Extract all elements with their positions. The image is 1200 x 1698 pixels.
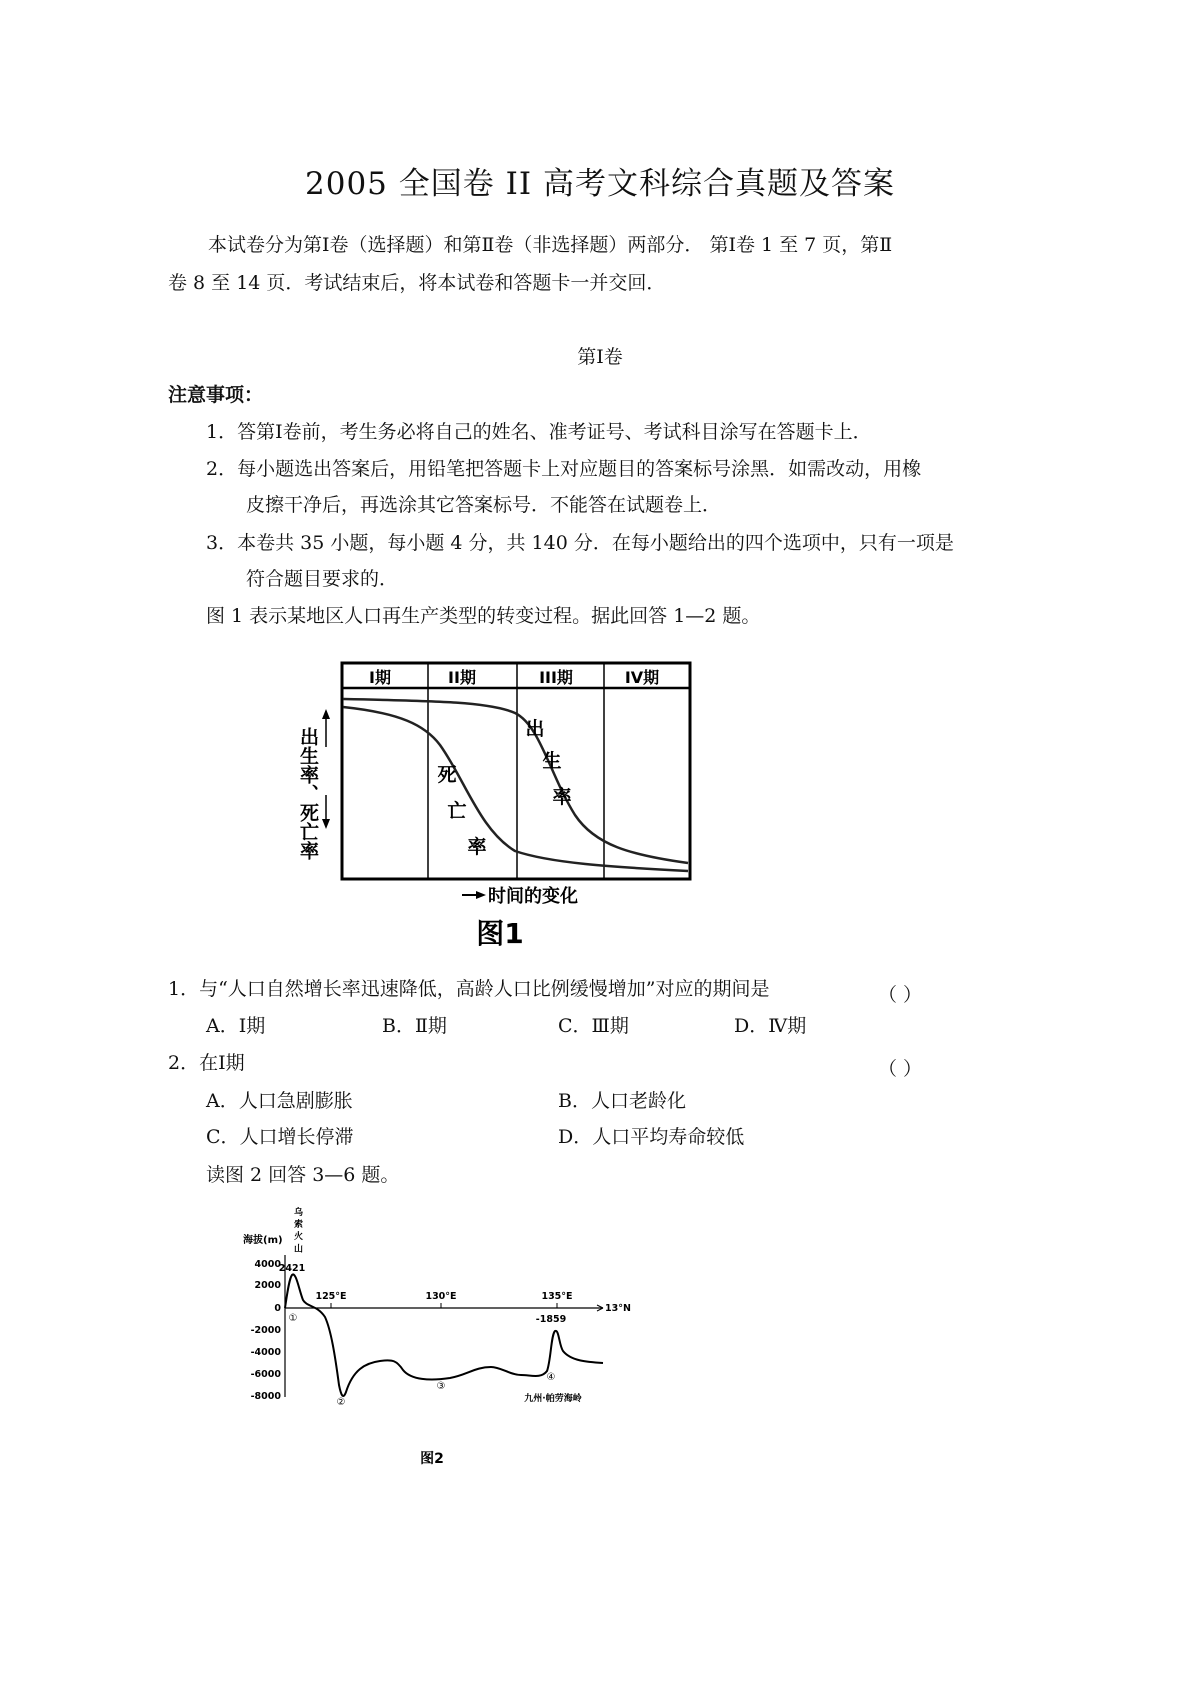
figure1-birth-label-3: 率 <box>552 786 572 808</box>
figure1-birth-label-2: 生 <box>542 750 562 772</box>
figure1-death-rate-curve <box>343 707 688 871</box>
figure1-death-label-2: 亡 <box>447 800 467 822</box>
section-heading: 第Ⅰ卷 <box>577 346 623 368</box>
question-2-option-c: C．人口增长停滞 <box>206 1126 354 1148</box>
figure2-peak-1859: -1859 <box>535 1314 567 1325</box>
figure2-ytick-label: -4000 <box>250 1347 281 1358</box>
question-2-option-a: A．人口急剧膨胀 <box>206 1090 353 1112</box>
figure1-caption: 图1 <box>476 917 524 950</box>
figure2-xtick-label: 125°E <box>315 1291 347 1302</box>
figure2-peak-2421: 2421 <box>278 1263 306 1274</box>
figure1-birth-rate-curve <box>343 699 688 863</box>
figure1-y-arrow-down-head <box>322 819 330 829</box>
figure1-period-2: II期 <box>448 668 476 687</box>
question-2-option-d: D．人口平均寿命较低 <box>558 1126 745 1148</box>
figure2-marker-4: ④ <box>546 1372 556 1383</box>
figure1-period-1: I期 <box>369 668 391 687</box>
figure2-marker-1: ① <box>288 1313 298 1324</box>
figure2-caption: 图2 <box>420 1451 444 1467</box>
note-item-2b: 皮擦干净后，再选涂其它答案标号．不能答在试题卷上． <box>246 494 722 516</box>
figure2-ytick-label: -2000 <box>250 1325 281 1336</box>
question-2-answer-paren: （ ） <box>878 1058 923 1080</box>
figure1-period-3: III期 <box>539 668 573 687</box>
figure2-ytick-label: 0 <box>274 1303 281 1314</box>
intro-line-1: 本试卷分为第Ⅰ卷（选择题）和第Ⅱ卷（非选择题）两部分． 第Ⅰ卷 1 至 7 页，第Ⅱ <box>208 234 893 256</box>
figure2-volcano-label: 乌 索 火 山 <box>292 1207 302 1253</box>
question-2-option-b: B．人口老龄化 <box>558 1090 686 1112</box>
note-item-3a: 3．本卷共 35 小题，每小题 4 分，共 140 分．在每小题给出的四个选项中，只有一项是 <box>206 532 954 554</box>
figure1-birth-label-1: 出 <box>525 718 545 740</box>
figure1-death-label-3: 率 <box>467 836 487 858</box>
question-2-text: 2．在Ⅰ期 <box>168 1052 245 1074</box>
page-title: 2005 全国卷 II 高考文科综合真题及答案 <box>305 166 895 202</box>
figure2-strait-label: 九州·帕劳海岭 <box>524 1394 582 1404</box>
figure2-intro: 读图 2 回答 3—6 题。 <box>206 1164 400 1186</box>
figure1-x-axis-label: 时间的变化 <box>488 886 578 907</box>
figure1-y-arrow-up-head <box>322 709 330 719</box>
figure1-birth-death-chart <box>290 655 710 955</box>
figure2-marker-2: ② <box>336 1397 346 1408</box>
question-1-option-a: A．Ⅰ期 <box>206 1015 266 1037</box>
figure1-frame <box>342 663 690 879</box>
question-1-answer-paren: （ ） <box>878 984 923 1006</box>
figure1-intro: 图 1 表示某地区人口再生产类型的转变过程。据此回答 1—2 题。 <box>206 605 761 627</box>
question-1-text: 1．与“人口自然增长率迅速降低，高龄人口比例缓慢增加”对应的期间是 <box>168 978 770 1000</box>
figure2-xtick-label: 130°E <box>425 1291 457 1302</box>
figure1-y-axis-label: 出生率、死亡率 <box>297 727 319 860</box>
notes-heading: 注意事项： <box>168 384 264 406</box>
figure2-elevation-profile <box>235 1195 635 1495</box>
figure2-marker-3: ③ <box>436 1381 446 1392</box>
note-item-2a: 2．每小题选出答案后，用铅笔把答题卡上对应题目的答案标号涂黑．如需改动，用橡 <box>206 458 922 480</box>
figure2-y-label: 海拔(m) <box>243 1235 283 1246</box>
figure2-ytick-label: 4000 <box>254 1259 281 1270</box>
question-1-option-d: D．Ⅳ期 <box>734 1015 807 1037</box>
note-item-1: 1．答第Ⅰ卷前，考生务必将自己的姓名、准考证号、考试科目涂写在答题卡上． <box>206 421 872 443</box>
figure2-ytick-label: -8000 <box>250 1391 281 1402</box>
question-1-option-b: B．Ⅱ期 <box>382 1015 447 1037</box>
figure2-y-ticks <box>251 1259 282 1402</box>
figure2-xtick-label: 135°E <box>541 1291 573 1302</box>
intro-line-2: 卷 8 至 14 页．考试结束后，将本试卷和答题卡一并交回． <box>168 272 666 294</box>
figure1-death-label-1: 死 <box>437 764 457 786</box>
question-1-option-c: C．Ⅲ期 <box>558 1015 629 1037</box>
figure2-axis-end-label: 13°N <box>605 1303 631 1314</box>
figure2-ytick-label: 2000 <box>254 1280 281 1291</box>
figure2-ytick-label: -6000 <box>250 1369 281 1380</box>
figure1-x-arrow-head <box>476 891 486 899</box>
figure1-period-4: IV期 <box>624 668 660 687</box>
note-item-3b: 符合题目要求的． <box>246 568 399 590</box>
